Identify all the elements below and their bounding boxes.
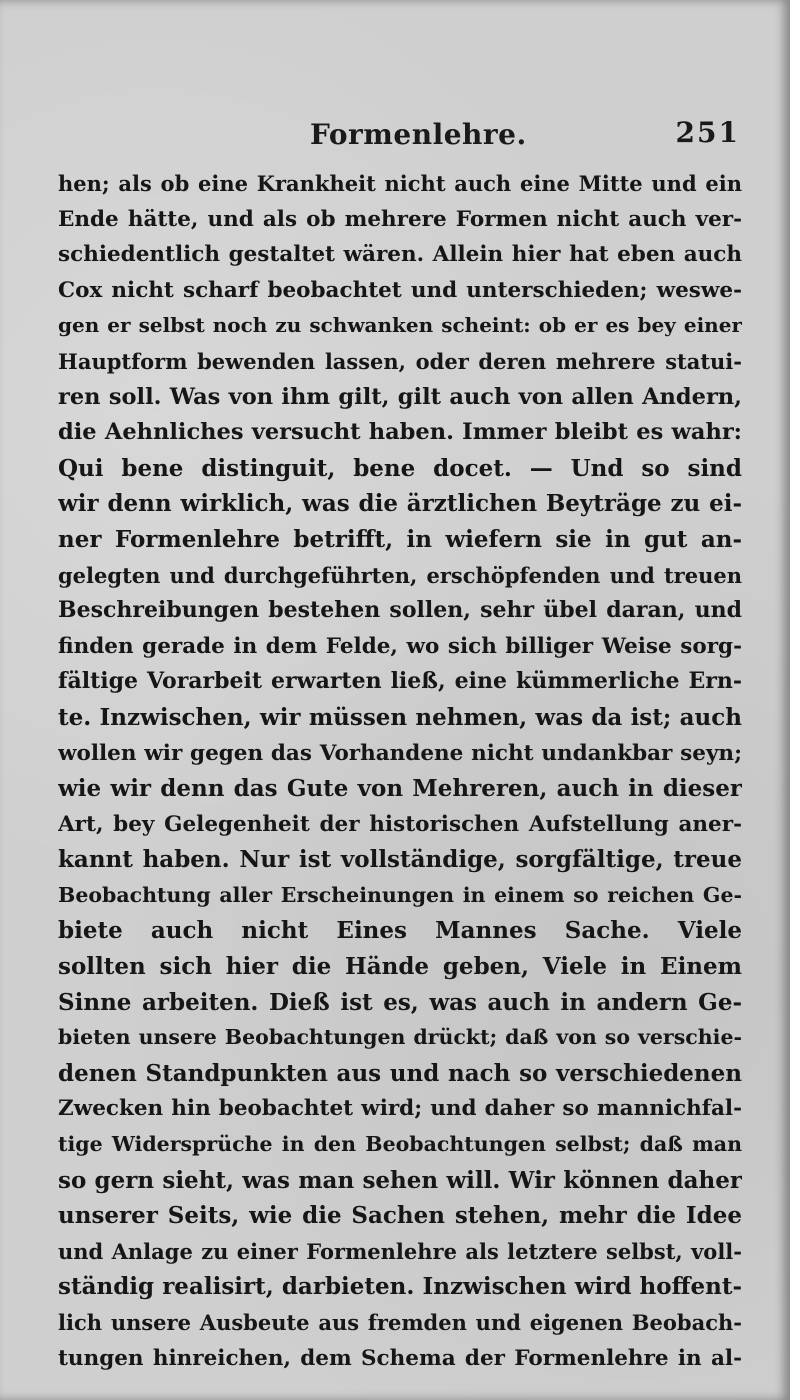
text-line: schiedentlich gestaltet wären. Allein hier hat eben auch	[58, 242, 742, 268]
text-line: bieten unsere Beobachtungen drückt; daß von so verschie-	[58, 1025, 742, 1050]
text-line: biete auch nicht Eines Mannes Sache. Viele	[58, 917, 742, 945]
text-line: ner Formenlehre betrifft, in wiefern sie in gut an-	[58, 525, 742, 553]
text-line: ständig realisirt, darbieten. Inzwischen wird hoffent-	[58, 1273, 742, 1301]
text-line: Qui bene distinguit, bene docet. — Und so sind	[58, 454, 742, 482]
text-line: denen Standpunkten aus und nach so verschiedenen	[58, 1059, 742, 1087]
text-line: Sinne arbeiten. Dieß ist es, was auch in andern Ge-	[58, 988, 742, 1016]
text-line: und Anlage zu einer Formenlehre als letztere selbst, voll-	[58, 1238, 742, 1264]
text-line: Hauptform bewenden lassen, oder deren mehrere statui-	[58, 348, 742, 374]
text-line: unserer Seits, wie die Sachen stehen, mehr die Idee	[58, 1202, 742, 1230]
page-edge	[790, 0, 800, 1400]
page-header	[58, 118, 740, 160]
body-text	[58, 166, 742, 1376]
text-line: Beschreibungen bestehen sollen, sehr übel daran, und	[58, 597, 742, 624]
text-line: fältige Vorarbeit erwarten ließ, eine kümmerliche Ern-	[58, 668, 742, 695]
text-line: Beobachtung aller Erscheinungen in einem so reichen Ge-	[58, 882, 742, 907]
text-line: lich unsere Ausbeute aus fremden und eigenen Beobach-	[58, 1310, 742, 1335]
text-line: Ende hätte, und als ob mehrere Formen nicht auch ver-	[58, 206, 742, 232]
text-line: tungen hinreichen, dem Schema der Formenlehre in al-	[58, 1345, 742, 1371]
text-line: ren soll. Was von ihm gilt, gilt auch von allen Andern,	[58, 383, 742, 410]
text-line: wollen wir gegen das Vorhandene nicht undankbar seyn;	[58, 740, 742, 766]
text-line: wir denn wirklich, was die ärztlichen Beyträge zu ei-	[58, 490, 742, 518]
text-line: finden gerade in dem Felde, wo sich billiger Weise sorg-	[58, 633, 742, 659]
text-line: gelegten und durchgeführten, erschöpfenden und treuen	[58, 562, 742, 588]
text-line: hen; als ob eine Krankheit nicht auch eine Mitte und ein	[58, 171, 742, 196]
page-number: 251	[675, 116, 740, 149]
text-line: die Aehnliches versucht haben. Immer bleibt es wahr:	[58, 419, 742, 446]
text-line: Zwecken hin beobachtet wird; und daher so mannichfal-	[58, 1096, 742, 1122]
text-line: Art, bey Gelegenheit der historischen Aufstellung aner-	[58, 811, 742, 837]
text-line: Cox nicht scharf beobachtet und unterschieden; weswe-	[58, 277, 742, 303]
text-line: kannt haben. Nur ist vollständige, sorgfältige, treue	[58, 846, 742, 874]
text-line: tige Widersprüche in den Beobachtungen selbst; daß man	[58, 1132, 742, 1157]
text-line: so gern sieht, was man sehen will. Wir können daher	[58, 1166, 742, 1194]
text-line: gen er selbst noch zu schwanken scheint: ob er es bey einer	[58, 313, 742, 338]
text-line: wie wir denn das Gute von Mehreren, auch in dieser	[58, 775, 742, 803]
text-line: te. Inzwischen, wir müssen nehmen, was da ist; auch	[58, 703, 742, 731]
running-title: Formenlehre.	[310, 118, 527, 151]
text-line: sollten sich hier die Hände geben, Viele in Einem	[58, 953, 742, 981]
